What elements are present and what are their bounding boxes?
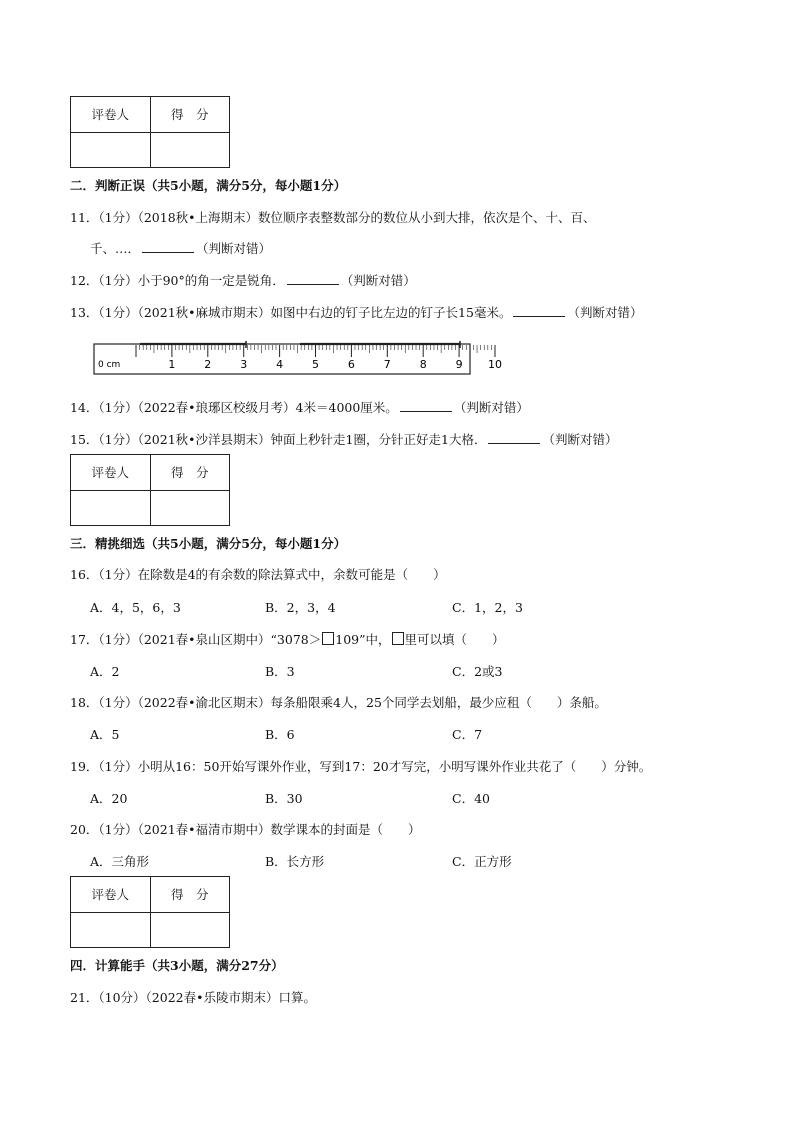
question-12-text: 12．（1分）小于90°的角一定是锐角． [70,273,285,288]
score-table-1 [70,96,230,168]
question-12 [70,271,416,289]
score-table-2 [70,454,230,526]
section3-heading: 三．精挑细选（共5小题，满分5分，每小题1分） [70,536,347,551]
answer-blank-14[interactable] [400,399,452,412]
question-11-line1: 11．（1分）（2018秋•上海期末）数位顺序表整数部分的数位从小到大排，依次是个、十、百、 [70,210,596,225]
question-13-text: 13．（1分）（2021秋•麻城市期末）如图中右边的钉子比左边的钉子长15毫米。 [70,305,512,320]
score-cell [150,132,230,168]
score-label: 得 分 [150,97,230,133]
ruler-tick-label: 5 [312,358,319,371]
grader-cell [71,912,151,948]
question-12-hint: （判断对错） [340,273,416,288]
option-17-c[interactable]: C．2或3 [452,664,503,679]
option-16-b[interactable]: B．2，3，4 [265,600,336,615]
question-19-stem: 19．（1分）小明从16：50开始写课外作业，写到17：20才写完，小明写课外作业共花了（ ）分钟。 [70,759,652,774]
ruler-tick-label: 3 [240,358,248,371]
blank-box-icon [392,632,404,645]
option-18-b[interactable]: B．6 [265,727,295,742]
ruler-tick-label: 7 [383,358,391,371]
score-cell [150,490,230,526]
section4-heading: 四．计算能手（共3小题，满分27分） [70,958,284,973]
ruler-tick-label: 1 [168,358,176,371]
question-16-stem: 16．（1分）在除数是4的有余数的除法算式中，余数可能是（ ） [70,567,446,582]
option-20-b[interactable]: B．长方形 [265,854,325,869]
grader-label: 评卷人 [71,97,151,133]
ruler-tick-label: 8 [419,358,427,371]
question-14 [70,398,529,416]
question-18-stem: 18．（1分）（2022春•渝北区期末）每条船限乘4人，25个同学去划船，最少应租（ ）条船。 [70,695,607,710]
option-17-b[interactable]: B．3 [265,664,295,679]
answer-blank-12[interactable] [287,272,339,285]
grader-cell [71,132,151,168]
ruler-tick-label: 2 [204,358,212,371]
ruler-tick-label: 10 [488,358,502,371]
question-13-hint: （判断对错） [567,305,643,320]
question-20-stem: 20．（1分）（2021春•福清市期中）数学课本的封面是（ ） [70,822,421,837]
ruler-tick-label: 4 [276,358,284,371]
question-17-stem [70,630,505,648]
ruler-figure [92,340,502,376]
question-17-text-b: 109”中， [335,632,391,647]
answer-blank-13[interactable] [513,304,565,317]
option-20-c[interactable]: C．正方形 [452,854,512,869]
question-17-text-c: 里可以填（ ） [404,632,505,647]
option-19-b[interactable]: B．30 [265,791,303,806]
option-19-a[interactable]: A．20 [90,791,128,806]
ruler-tick-label: 9 [455,358,463,371]
question-11-text: 千、…． [90,241,141,256]
ruler-svg [92,340,502,376]
grader-label: 评卷人 [71,877,151,913]
score-label: 得 分 [150,455,230,491]
option-20-a[interactable]: A．三角形 [90,854,150,869]
question-21-stem: 21．（10分）（2022春•乐陵市期末）口算。 [70,990,316,1005]
ruler-tick-label: 6 [347,358,355,371]
question-15 [70,430,617,448]
option-18-c[interactable]: C．7 [452,727,483,742]
question-14-hint: （判断对错） [453,400,529,415]
option-16-a[interactable]: A．4，5，6，3 [90,600,181,615]
option-16-c[interactable]: C．1，2，3 [452,600,523,615]
score-label: 得 分 [150,877,230,913]
question-11-line2 [90,239,271,257]
grader-label: 评卷人 [71,455,151,491]
score-table-3 [70,876,230,948]
blank-box-icon [322,632,334,645]
option-19-c[interactable]: C．40 [452,791,490,806]
question-14-text: 14．（1分）（2022春•琅琊区校级月考）4米＝4000厘米。 [70,400,398,415]
option-18-a[interactable]: A．5 [90,727,120,742]
question-13 [70,303,642,321]
ruler-unit-label: 0 cm [98,360,121,370]
option-17-a[interactable]: A．2 [90,664,120,679]
grader-cell [71,490,151,526]
question-11-hint: （判断对错） [196,241,272,256]
score-cell [150,912,230,948]
section2-heading: 二．判断正误（共5小题，满分5分，每小题1分） [70,178,347,193]
question-17-text-a: 17．（1分）（2021春•泉山区期中）“3078＞ [70,632,322,647]
answer-blank-11[interactable] [142,240,194,253]
question-15-hint: （判断对错） [542,432,618,447]
question-15-text: 15．（1分）（2021秋•沙洋县期末）钟面上秒针走1圈，分针正好走1大格． [70,432,487,447]
answer-blank-15[interactable] [488,431,540,444]
